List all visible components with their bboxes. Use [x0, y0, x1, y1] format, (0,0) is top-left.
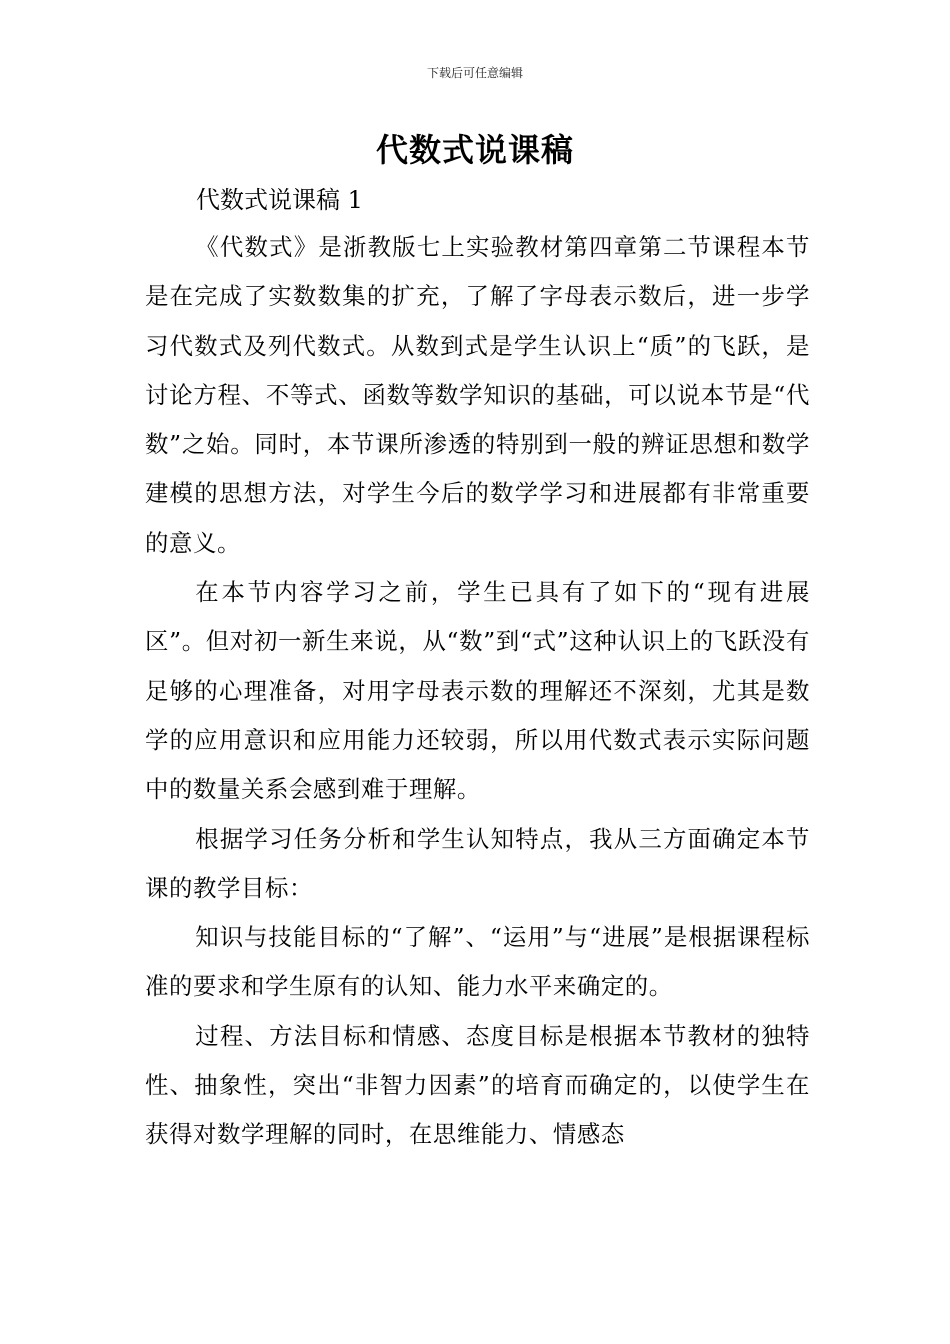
paragraph: 过程、方法目标和情感、态度目标是根据本节教材的独特性、抽象性，突出“非智力因素”的培育而确定的，以使学生在获得对数学理解的同时，在思维能力、情感态: [145, 1021, 810, 1149]
document-subtitle: 代数式说课稿 1: [196, 186, 363, 214]
paragraph: 根据学习任务分析和学生认知特点，我从三方面确定本节课的教学目标：: [145, 824, 810, 902]
header-note: 下载后可任意编辑: [426, 66, 523, 80]
document-title: 代数式说课稿: [375, 131, 574, 169]
body-text: [145, 223, 810, 1160]
paragraph: 知识与技能目标的“了解”、“运用”与“进展”是根据课程标准的要求和学生原有的认知、能力水平来确定的。: [145, 923, 810, 1001]
paragraph: 《代数式》是浙教版七上实验教材第四章第二节课程本节是在完成了实数数集的扩充，了解了字母表示数后，进一步学习代数式及列代数式。从数到式是学生认识上“质”的飞跃，是讨论方程、不等式、函数等数学知识的基础，可以说本节是“代数”之始。同时，本节课所渗透的特别到一般的辨证思想和数学建模的思想方法，对学生今后的数学学习和进展都有非常重要的意义。: [145, 233, 810, 557]
paragraph: 在本节内容学习之前，学生已具有了如下的“现有进展区”。但对初一新生来说，从“数”到“式”这种认识上的飞跃没有足够的心理准备，对用字母表示数的理解还不深刻，尤其是数学的应用意识和应用能力还较弱，所以用代数式表示实际问题中的数量关系会感到难于理解。: [145, 578, 810, 804]
